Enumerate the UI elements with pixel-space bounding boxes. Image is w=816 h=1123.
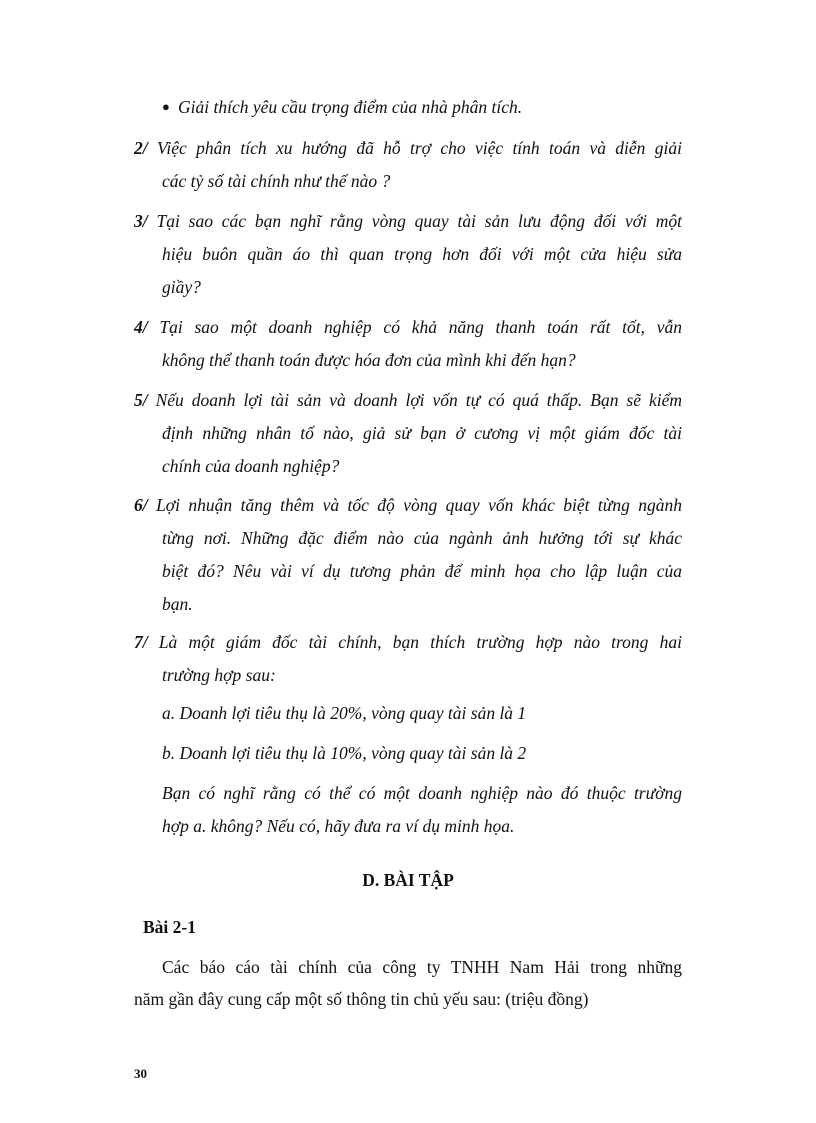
question-text: Việc phân tích xu hướng đã hỗ trợ cho việc tính toán và diễn giải — [156, 138, 682, 158]
question-text: Là một giám đốc tài chính, bạn thích trường hợp nào trong hai — [158, 632, 682, 652]
question-text: Nếu doanh lợi tài sản và doanh lợi vốn tự có quá thấp. Bạn sẽ kiểm — [155, 390, 683, 410]
question-7-line-2: trường hợp sau: — [162, 665, 276, 685]
question-4-line-1 — [134, 316, 682, 338]
question-5-line-3: chính của doanh nghiệp? — [162, 456, 340, 476]
question-number: 6/ — [134, 495, 148, 515]
question-2-line-2: các tỷ số tài chính như thế nào ? — [162, 171, 391, 191]
question-5-line-1 — [134, 389, 682, 411]
option-b: b. Doanh lợi tiêu thụ là 10%, vòng quay tài sản là 2 — [162, 743, 527, 763]
followup-line-2: hợp a. không? Nếu có, hãy đưa ra ví dụ minh họa. — [162, 816, 515, 836]
question-number: 7/ — [134, 632, 148, 652]
question-6-line-4: bạn. — [162, 594, 193, 614]
question-number: 2/ — [134, 138, 148, 158]
bullet-dot-icon: ● — [162, 99, 170, 114]
exercise-title: Bài 2-1 — [143, 917, 196, 937]
question-number: 4/ — [134, 317, 148, 337]
question-3-line-1 — [134, 210, 682, 232]
question-text: Tại sao các bạn nghĩ rằng vòng quay tài sản lưu động đối với một — [156, 211, 683, 231]
exercise-body-line-1: Các báo cáo tài chính của công ty TNHH Nam Hải trong những — [162, 957, 682, 977]
question-number: 5/ — [134, 390, 148, 410]
question-4-line-2: không thể thanh toán được hóa đơn của mình khi đến hạn? — [162, 350, 576, 370]
bullet-item — [162, 96, 522, 118]
question-2-line-1 — [134, 137, 682, 159]
question-7-line-1 — [134, 631, 682, 653]
followup-line-1: Bạn có nghĩ rằng có thể có một doanh nghiệp nào đó thuộc trường — [162, 783, 682, 803]
question-text: Tại sao một doanh nghiệp có khả năng thanh toán rất tốt, vẫn — [159, 317, 683, 337]
question-5-line-2: định những nhân tố nào, giả sử bạn ở cương vị một giám đốc tài — [162, 423, 682, 443]
question-6-line-3: biệt đó? Nêu vài ví dụ tương phản để minh họa cho lập luận của — [162, 561, 682, 581]
question-text: Lợi nhuận tăng thêm và tốc độ vòng quay vốn khác biệt từng ngành — [156, 495, 683, 515]
question-3-line-2: hiệu buôn quần áo thì quan trọng hơn đối với một cửa hiệu sửa — [162, 244, 682, 264]
question-6-line-2: từng nơi. Những đặc điểm nào của ngành ảnh hưởng tới sự khác — [162, 528, 682, 548]
exercise-body-line-2: năm gần đây cung cấp một số thông tin chủ yếu sau: (triệu đồng) — [134, 989, 589, 1009]
option-a: a. Doanh lợi tiêu thụ là 20%, vòng quay tài sản là 1 — [162, 703, 527, 723]
bullet-text: Giải thích yêu cầu trọng điểm của nhà phân tích. — [178, 97, 523, 117]
section-heading: D. BÀI TẬP — [362, 870, 454, 890]
question-3-line-3: giầy? — [162, 277, 201, 297]
page-number: 30 — [134, 1066, 147, 1081]
question-6-line-1 — [134, 494, 682, 516]
question-number: 3/ — [134, 211, 148, 231]
